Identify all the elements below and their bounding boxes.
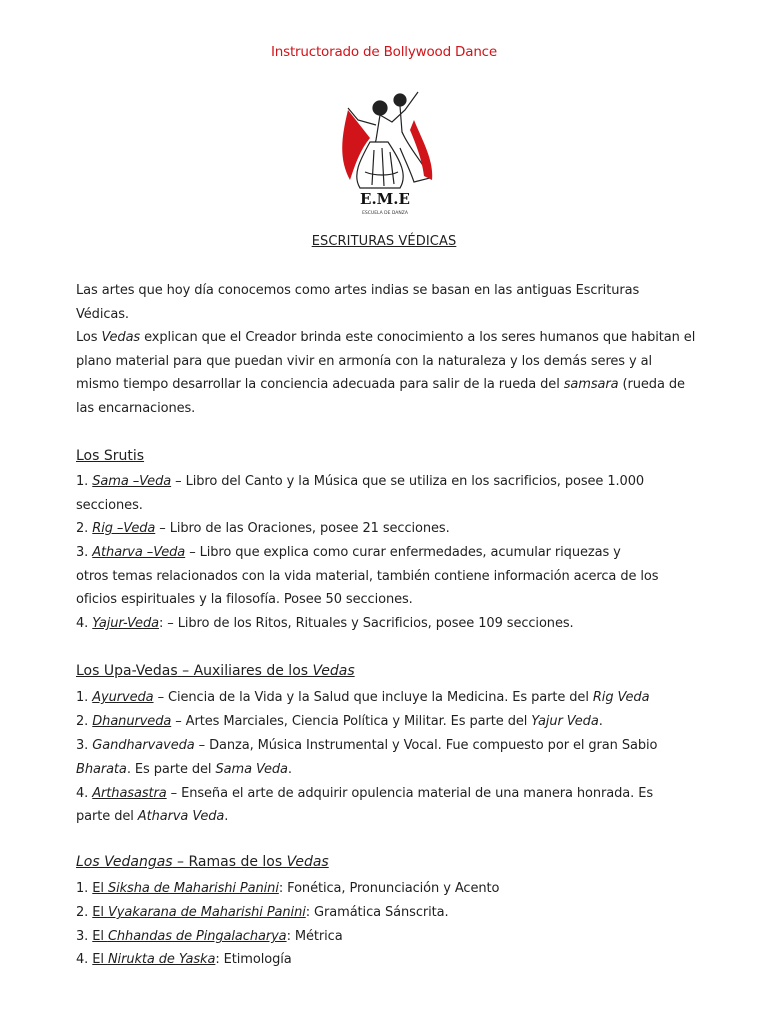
logo-text: E.M.E <box>360 190 410 208</box>
list-item: 3. Atharva –Veda – Libro que explica como curar enfermedades, acumular riquezas y <box>76 545 621 560</box>
intro-paragraph-2 <box>76 326 696 420</box>
intro-samsara: samsara <box>563 377 619 392</box>
list-item: 4. Arthasastra – Enseña el arte de adquirir opulencia material de una manera honrada. Es <box>76 786 654 801</box>
list-item: 2. El Vyakarana de Maharishi Panini: Gramática Sánscrita. <box>76 905 449 920</box>
logo-subtext: ESCUELA DE DANZA <box>362 211 408 216</box>
list-item: 3. El Chhandas de Pingalacharya: Métrica <box>76 929 343 944</box>
page-header: Instructorado de Bollywood Dance <box>270 44 498 60</box>
intro-paragraph-1: Las artes que hoy día conocemos como artes indias se basan en las antiguas Escrituras Védicas. <box>76 283 640 322</box>
intro-vedas: Vedas <box>101 330 141 345</box>
list-item: 1. Sama –Veda – Libro del Canto y la Música que se utiliza en los sacrificios, posee 1.000 <box>76 474 645 489</box>
document-title: ESCRITURAS VÉDICAS <box>311 234 457 249</box>
list-item: 1. El Siksha de Maharishi Panini: Fonética, Pronunciación y Acento <box>76 881 500 896</box>
list-item: 3. Gandharvaveda – Danza, Música Instrumental y Vocal. Fue compuesto por el gran Sabio <box>76 738 658 753</box>
list-item: 4. Yajur-Veda: – Libro de los Ritos, Rituales y Sacrificios, posee 109 secciones. <box>76 616 574 631</box>
list-item-continuation: parte del Atharva Veda. <box>76 809 229 824</box>
section-heading-srutis: Los Srutis <box>76 448 145 464</box>
list-item-continuation: Bharata. Es parte del Sama Veda. <box>76 762 292 777</box>
intro-text: explican que el Creador brinda este conocimiento a los seres humanos que habitan el plano material para que puedan vivir en armonía con la naturaleza y los demás seres y al mismo tiempo desarrollar la conciencia adecuada para salir de la rueda del <box>76 330 696 392</box>
section-heading-upavedas: Los Upa-Vedas – Auxiliares de los Vedas <box>76 663 355 679</box>
dancers-logo-icon <box>330 80 440 218</box>
list-item: 2. Dhanurveda – Artes Marciales, Ciencia Política y Militar. Es parte del Yajur Veda. <box>76 714 603 729</box>
list-item-continuation: secciones. <box>76 498 143 513</box>
intro-text: Los <box>76 330 102 345</box>
intro-text: (rueda de las encarnaciones. <box>76 377 685 416</box>
list-item: 1. Ayurveda – Ciencia de la Vida y la Salud que incluye la Medicina. Es parte del Rig Veda <box>76 690 650 705</box>
list-item: 4. El Nirukta de Yaska: Etimología <box>76 952 292 967</box>
list-item-continuation: oficios espirituales y la filosofía. Posee 50 secciones. <box>76 592 413 607</box>
list-item-continuation: otros temas relacionados con la vida material, también contiene información acerca de los <box>76 569 659 584</box>
list-item: 2. Rig –Veda – Libro de las Oraciones, posee 21 secciones. <box>76 521 450 536</box>
section-heading-vedangas: Los Vedangas – Ramas de los Vedas <box>76 854 329 870</box>
